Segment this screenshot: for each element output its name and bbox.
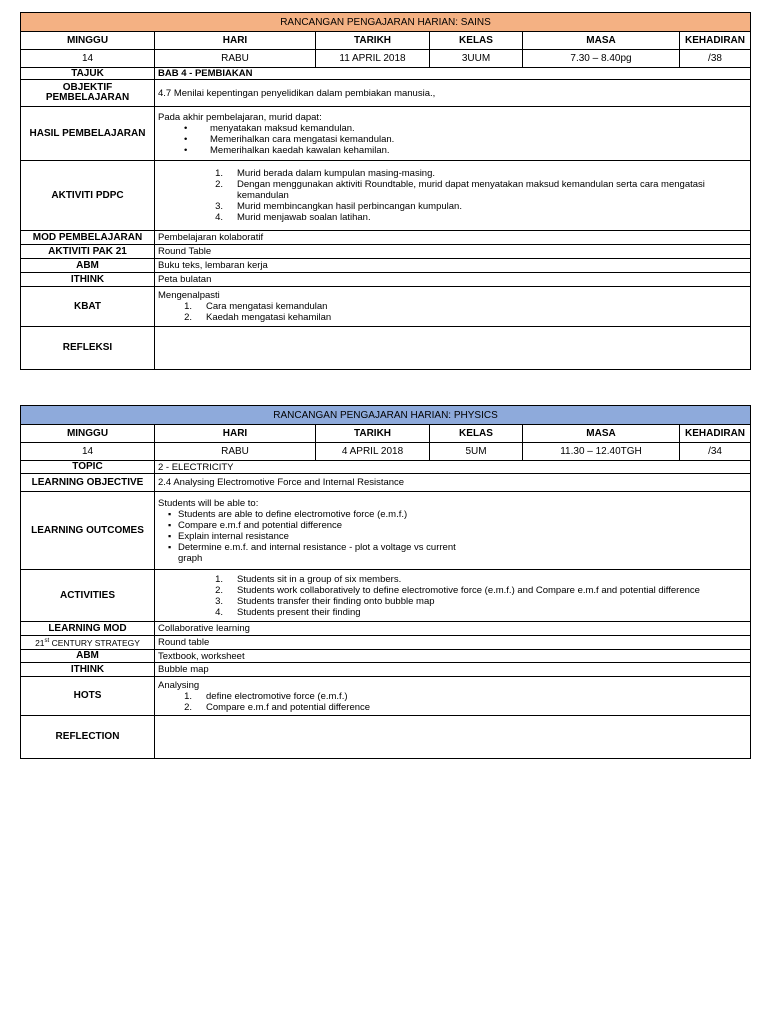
objective-value: 2.4 Analysing Electromotive Force and Internal Resistance [155,474,751,492]
activities-label: ACTIVITIES [21,570,155,622]
value-masa: 11.30 – 12.40TGH [523,443,680,461]
tajuk-label: TAJUK [21,68,155,80]
aktiviti-label: AKTIVITI PDPC [21,161,155,231]
hots-intro: Analysing [158,679,200,691]
abm-value: Textbook, worksheet [155,650,751,663]
header-masa: MASA [523,32,680,50]
mod-label: MOD PEMBELAJARAN [21,231,155,245]
abm-label: ABM [21,650,155,663]
list-item: 2. Kaedah mengatasi kehamilan [184,312,332,323]
topic-label: TOPIC [21,461,155,474]
hots-value [155,677,751,716]
list-item: 1. Cara mengatasi kemandulan [184,301,328,312]
list-item: ▪ Compare e.m.f and potential difference [178,520,478,531]
header-minggu: MINGGU [21,32,155,50]
hasil-list [158,123,747,156]
value-hari: RABU [155,443,316,461]
value-kehadiran: /34 [680,443,751,461]
value-minggu: 14 [21,443,155,461]
list-item: ▪ Explain internal resistance [178,531,478,542]
outcomes-intro: Students will be able to: [158,497,259,509]
value-hari: RABU [155,50,316,68]
value-tarikh: 11 APRIL 2018 [316,50,430,68]
pak21-value: Round Table [155,245,751,259]
kbat-intro: Mengenalpasti [158,290,220,301]
abm-label: ABM [21,259,155,273]
strategy-value: Round table [155,636,751,650]
hasil-value [155,107,751,161]
ithink-value: Peta bulatan [155,273,751,287]
header-hari: HARI [155,425,316,443]
objektif-value: 4.7 Menilai kepentingan penyelidikan dalam pembiakan manusia., [155,80,751,107]
sains-title: RANCANGAN PENGAJARAN HARIAN: SAINS [21,13,751,32]
strategy-label: 21st CENTURY STRATEGY [21,636,155,650]
learning-mod-value: Collaborative learning [155,622,751,636]
list-item: 2. Dengan menggunakan aktiviti Roundtable, murid dapat menyatakan maksud kemandulan serta cara mengatasi kemandulan [215,179,705,201]
reflection-label: REFLECTION [21,716,155,759]
outcomes-value [155,492,751,570]
header-kehadiran: KEHADIRAN [680,425,751,443]
hots-list [158,691,747,713]
hots-label: HOTS [21,677,155,716]
sains-lesson-plan-table [20,12,751,370]
value-kelas: 3UUM [430,50,523,68]
outcomes-list [158,509,478,564]
physics-lesson-plan-table [20,405,751,759]
objektif-label: OBJEKTIF PEMBELAJARAN [21,80,155,107]
physics-title: RANCANGAN PENGAJARAN HARIAN: PHYSICS [21,406,751,425]
ithink-label: ITHINK [21,273,155,287]
list-item: 4. Students present their finding [215,606,361,618]
aktiviti-value [155,161,751,231]
hasil-label: HASIL PEMBELAJARAN [21,107,155,161]
list-item: 2. Students work collaboratively to define electromotive force (e.m.f.) and Compare e.m.f and potential difference [215,584,700,596]
hasil-intro: Pada akhir pembelajaran, murid dapat: [158,111,322,123]
header-minggu: MINGGU [21,425,155,443]
aktiviti-list [189,168,747,223]
header-kehadiran: KEHADIRAN [680,32,751,50]
list-item: 2. Compare e.m.f and potential difference [184,701,371,713]
header-kelas: KELAS [430,425,523,443]
topic-value: 2 - ELECTRICITY [155,461,751,474]
refleksi-label: REFLEKSI [21,327,155,370]
pak21-label: AKTIVITI PAK 21 [21,245,155,259]
list-item: ▪ Determine e.m.f. and internal resistance - plot a voltage vs current graph [178,542,478,564]
mod-value: Pembelajaran kolaboratif [155,231,751,245]
ithink-label: ITHINK [21,663,155,677]
activities-value [155,570,751,622]
list-item: 1. Murid berada dalam kumpulan masing-masing. [215,168,436,179]
learning-mod-label: LEARNING MOD [21,622,155,636]
list-item: 3. Murid membincangkan hasil perbincangan kumpulan. [215,201,462,212]
list-item: 3. Students transfer their finding onto bubble map [215,595,435,607]
value-masa: 7.30 – 8.40pg [523,50,680,68]
list-item: ▪ Students are able to define electromotive force (e.m.f.) [178,509,478,520]
reflection-value[interactable] [155,716,751,759]
value-kelas: 5UM [430,443,523,461]
value-kehadiran: /38 [680,50,751,68]
list-item: • menyatakan maksud kemandulan. [210,123,747,134]
header-masa: MASA [523,425,680,443]
list-item: • Memerihalkan cara mengatasi kemandulan. [210,134,747,145]
list-item: 1. define electromotive force (e.m.f.) [184,690,348,702]
kbat-value [155,287,751,327]
header-tarikh: TARIKH [316,32,430,50]
abm-value: Buku teks, lembaran kerja [155,259,751,273]
list-item: 4. Murid menjawab soalan latihan. [215,212,371,223]
kbat-list [158,301,747,323]
list-item: 1. Students sit in a group of six members. [215,573,402,585]
kbat-label: KBAT [21,287,155,327]
objective-label: LEARNING OBJECTIVE [21,474,155,492]
header-hari: HARI [155,32,316,50]
value-minggu: 14 [21,50,155,68]
list-item: • Memerihalkan kaedah kawalan kehamilan. [210,145,747,156]
outcomes-label: LEARNING OUTCOMES [21,492,155,570]
header-tarikh: TARIKH [316,425,430,443]
tajuk-value: BAB 4 - PEMBIAKAN [155,68,751,80]
header-kelas: KELAS [430,32,523,50]
value-tarikh: 4 APRIL 2018 [316,443,430,461]
activities-list [189,574,747,618]
refleksi-value[interactable] [155,327,751,370]
ithink-value: Bubble map [155,663,751,677]
